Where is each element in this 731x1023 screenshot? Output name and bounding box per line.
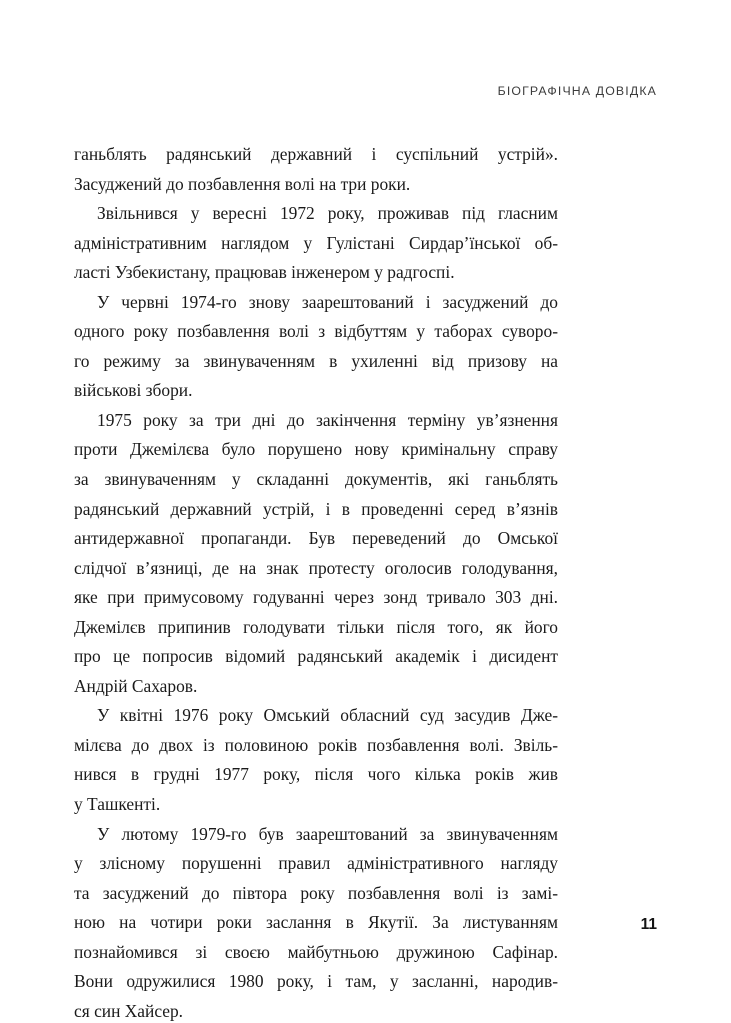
text-line: ласті Узбекистану, працював інженером у радгоспі. bbox=[74, 262, 455, 283]
text-line: військові збори. bbox=[74, 380, 193, 401]
paragraph bbox=[74, 199, 558, 288]
text-line: У квітні 1976 року Омський обласний суд засудив Дже- bbox=[97, 705, 558, 726]
text-line: 1975 року за три дні до закінчення терміну ув’язнення bbox=[97, 409, 558, 430]
paragraph bbox=[74, 701, 558, 819]
text-line: познайомився зі своєю майбутньою дружиною Сафінар. bbox=[74, 941, 558, 962]
text-line: мілєва до двох із половиною років позбавлення волі. Звіль- bbox=[74, 734, 558, 755]
text-line: нився в грудні 1977 року, після чого кілька років жив bbox=[74, 764, 558, 785]
text-line: Джемілєв припинив голодувати тільки після того, як його bbox=[74, 616, 558, 637]
text-line: Вони одружилися 1980 року, і там, у засланні, народив- bbox=[74, 971, 558, 992]
text-line: ганьблять радянський державний і суспільний устрій». bbox=[74, 144, 558, 164]
text-line: у злісному порушенні правил адміністративного нагляду bbox=[74, 853, 558, 874]
running-head: БІОГРАФІЧНА ДОВІДКА bbox=[497, 84, 657, 98]
text-line: ною на чотири роки заслання в Якутії. За листуванням bbox=[74, 912, 558, 933]
paragraph bbox=[74, 140, 558, 199]
body-text-block bbox=[74, 140, 558, 1023]
text-line: Звільнився у вересні 1972 року, проживав під гласним bbox=[97, 203, 558, 224]
text-line: проти Джемілєва було порушено нову кримінальну справу bbox=[74, 439, 558, 460]
text-line: адміністративним наглядом у Гулістані Сирдар’їнської об- bbox=[74, 232, 558, 253]
text-line: за звинуваченням у складанні документів, які ганьблять bbox=[74, 469, 558, 490]
page-number: 11 bbox=[640, 916, 657, 933]
text-line: яке при примусовому годуванні через зонд тривало 303 дні. bbox=[74, 587, 558, 608]
text-line: радянський державний устрій, і в проведенні серед в’язнів bbox=[74, 498, 558, 519]
text-line: та засуджений до півтора року позбавлення волі із замі- bbox=[74, 882, 558, 903]
text-line: антидержавної пропаганди. Був переведений до Омської bbox=[74, 528, 558, 549]
paragraph bbox=[74, 406, 558, 701]
text-line: У червні 1974-го знову заарештований і засуджений до bbox=[97, 291, 558, 312]
text-line: У лютому 1979-го був заарештований за звинуваченням bbox=[97, 823, 558, 844]
text-line: у Ташкенті. bbox=[74, 794, 161, 815]
text-line: Андрій Сахаров. bbox=[74, 675, 198, 696]
text-line: ся син Хайсер. bbox=[74, 1000, 184, 1021]
text-line: го режиму за звинуваченням в ухиленні від призову на bbox=[74, 350, 558, 371]
text-line: одного року позбавлення волі з відбуттям у таборах суворо- bbox=[74, 321, 558, 342]
text-line: слідчої в’язниці, де на знак протесту оголосив голодування, bbox=[74, 557, 558, 578]
text-line: Засуджений до позбавлення волі на три роки. bbox=[74, 173, 411, 194]
paragraph bbox=[74, 288, 558, 406]
text-line: про це попросив відомий радянський академік і дисидент bbox=[74, 646, 558, 667]
